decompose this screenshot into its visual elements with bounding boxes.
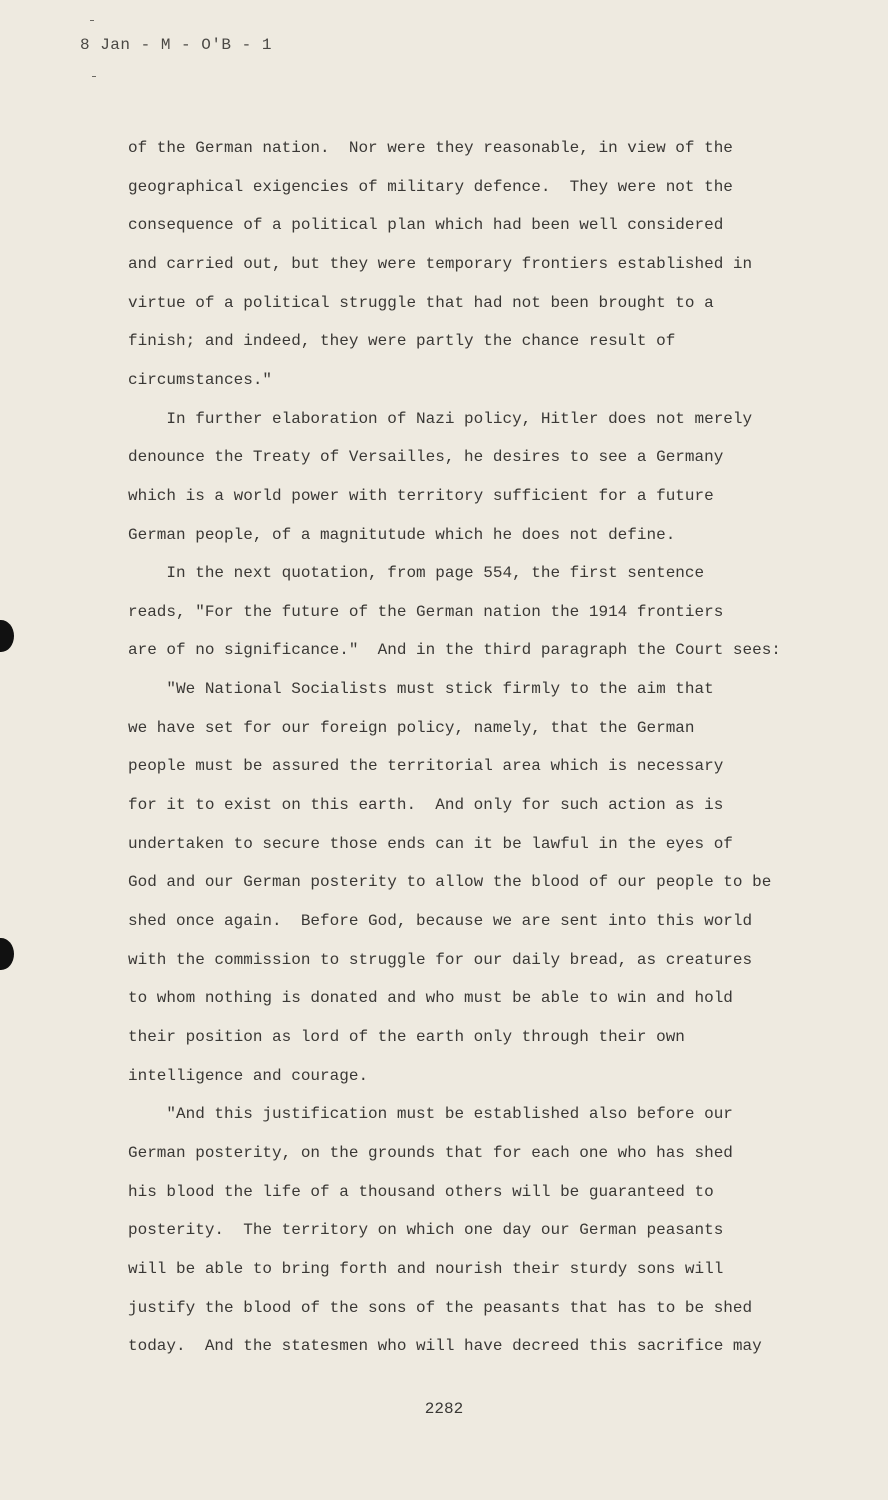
- text-line: posterity. The territory on which one day our German peasants: [128, 1221, 724, 1239]
- text-line: justify the blood of the sons of the peasants that has to be shed: [128, 1299, 753, 1317]
- text-line: geographical exigencies of military defence. They were not the: [128, 178, 733, 196]
- text-line: In the next quotation, from page 554, the first sentence: [128, 564, 705, 582]
- text-line: shed once again. Before God, because we are sent into this world: [128, 912, 753, 930]
- punch-hole: [0, 620, 14, 652]
- page-reference-header: 8 Jan - M - O'B - 1: [80, 36, 272, 54]
- text-line: consequence of a political plan which had been well considered: [128, 216, 724, 234]
- text-line: German people, of a magnitutude which he does not define.: [128, 526, 676, 544]
- text-line: German posterity, on the grounds that for each one who has shed: [128, 1144, 733, 1162]
- margin-mark: [90, 20, 94, 21]
- text-line: intelligence and courage.: [128, 1067, 369, 1085]
- text-line: undertaken to secure those ends can it be lawful in the eyes of: [128, 835, 733, 853]
- text-line: to whom nothing is donated and who must be able to win and hold: [128, 989, 733, 1007]
- text-line: and carried out, but they were temporary frontiers established in: [128, 255, 753, 273]
- margin-mark: [92, 76, 96, 77]
- text-line: his blood the life of a thousand others will be guaranteed to: [128, 1183, 714, 1201]
- text-line: "We National Socialists must stick firmly to the aim that: [128, 680, 714, 698]
- text-line: God and our German posterity to allow the blood of our people to be: [128, 873, 772, 891]
- text-line: which is a world power with territory sufficient for a future: [128, 487, 714, 505]
- text-line: finish; and indeed, they were partly the chance result of: [128, 332, 676, 350]
- text-line: "And this justification must be established also before our: [128, 1105, 733, 1123]
- page-number: 2282: [424, 1400, 464, 1418]
- text-line: denounce the Treaty of Versailles, he desires to see a Germany: [128, 448, 724, 466]
- text-line: people must be assured the territorial area which is necessary: [128, 757, 724, 775]
- text-line: with the commission to struggle for our daily bread, as creatures: [128, 951, 753, 969]
- text-line: their position as lord of the earth only through their own: [128, 1028, 685, 1046]
- text-line: In further elaboration of Nazi policy, Hitler does not merely: [128, 410, 753, 428]
- text-line: circumstances.": [128, 371, 273, 389]
- text-line: will be able to bring forth and nourish their sturdy sons will: [128, 1260, 724, 1278]
- text-line: reads, "For the future of the German nation the 1914 frontiers: [128, 603, 724, 621]
- text-line: are of no significance." And in the third paragraph the Court sees:: [128, 641, 781, 659]
- punch-hole: [0, 938, 14, 970]
- text-line: for it to exist on this earth. And only for such action as is: [128, 796, 724, 814]
- text-line: virtue of a political struggle that had not been brought to a: [128, 294, 714, 312]
- text-line: of the German nation. Nor were they reasonable, in view of the: [128, 139, 733, 157]
- text-line: today. And the statesmen who will have decreed this sacrifice may: [128, 1337, 762, 1355]
- text-line: we have set for our foreign policy, namely, that the German: [128, 719, 695, 737]
